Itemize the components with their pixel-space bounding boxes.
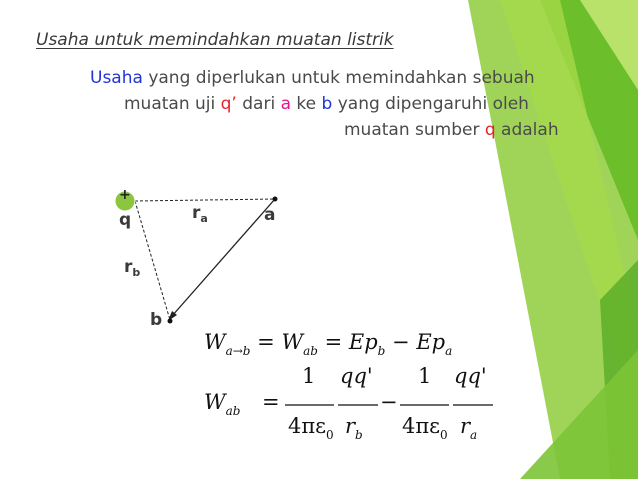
text: adalah [495,120,559,140]
text: ke [291,94,322,114]
symbol-a: a [280,94,291,114]
eq1-equals: = [257,330,275,354]
eq1-lhs: W [204,330,226,354]
symbol-b: b [321,94,333,114]
eq2-num4-text: qq' [454,364,487,388]
slide-title: Usaha untuk memindahkan muatan listrik [36,30,394,50]
eq2-num3: 1 [418,364,432,388]
charge-sign: + [119,187,131,203]
eq1-epb-sub: b [377,344,386,358]
text: dari [236,94,281,114]
word-usaha: Usaha [90,68,143,88]
eq2-den2-text: r [345,414,356,438]
point-a-label: a [264,205,276,225]
symbol-q-prime: q’ [220,94,237,114]
eq2-lhs: W [204,390,226,414]
text: yang dipengaruhi oleh [332,94,529,114]
eq1-w-sub: ab [303,344,318,358]
charge-label: q [119,210,132,230]
eq2-minus: − [380,390,398,414]
eq1-epb: Ep [348,330,378,354]
eq1-equals-2: = [324,330,343,354]
eq2-equals: = [262,390,280,414]
eq2-den1-sub: 0 [326,428,334,442]
eq2-num2-text: qq' [340,364,373,388]
eq2-den4-text: r [460,414,471,438]
ra-sub: a [200,212,208,225]
symbol-q: q [484,120,496,140]
eq1-minus: − [392,330,410,354]
rb-sub: b [132,266,141,279]
text: muatan uji [124,94,221,114]
eq2-den1-text: 4πε [288,414,327,438]
point-b-label: b [150,310,163,330]
eq1-epa: Ep [416,330,446,354]
eq2-den2-sub: b [355,428,363,442]
eq2-den4-sub: a [470,428,478,442]
eq2-num1: 1 [302,364,316,388]
eq2-den3-text: 4πε [402,414,441,438]
text: yang diperlukan untuk memindahkan sebuah [142,68,535,88]
ra-main: r [192,203,201,223]
eq2-den3-sub: 0 [440,428,448,442]
eq1-epa-sub: a [445,344,453,358]
text: muatan sumber [344,120,485,140]
rb-main: r [124,257,133,277]
eq1-lhs-sub: a→b [225,344,251,358]
eq1-w: W [281,330,304,354]
eq2-lhs-sub: ab [225,404,241,418]
